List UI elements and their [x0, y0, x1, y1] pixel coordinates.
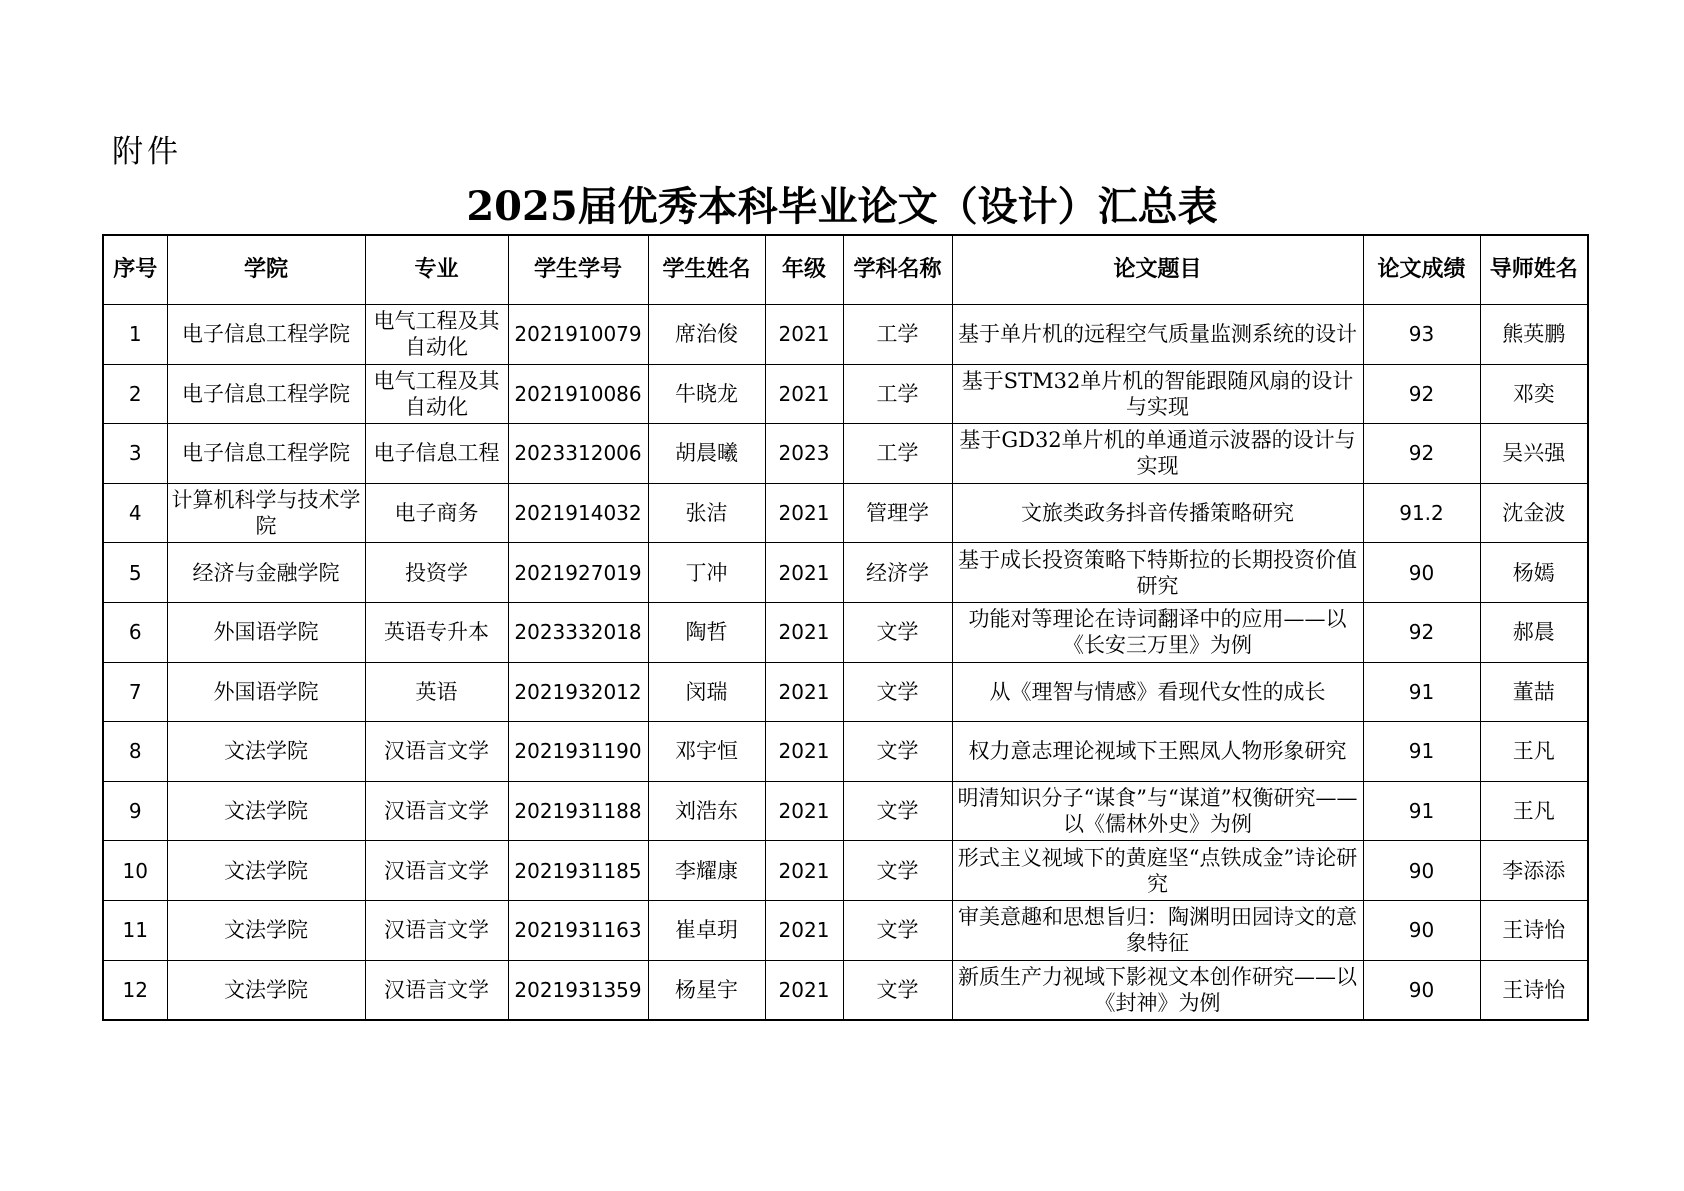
cell-student-id: 2021910086	[508, 364, 648, 424]
header-cell-grade: 年级	[765, 235, 843, 305]
cell-thesis-title: 基于单片机的远程空气质量监测系统的设计	[952, 305, 1363, 365]
cell-grade: 2021	[765, 662, 843, 722]
cell-grade: 2021	[765, 305, 843, 365]
cell-student-id: 2021914032	[508, 483, 648, 543]
cell-thesis-score: 92	[1363, 602, 1480, 662]
cell-student-name: 丁冲	[648, 543, 765, 603]
cell-student-name: 胡晨曦	[648, 424, 765, 484]
cell-discipline: 管理学	[843, 483, 952, 543]
cell-major: 投资学	[365, 543, 508, 603]
cell-grade: 2021	[765, 781, 843, 841]
cell-discipline: 工学	[843, 424, 952, 484]
header-cell-thesis-score: 论文成绩	[1363, 235, 1480, 305]
cell-major: 电子信息工程	[365, 424, 508, 484]
header-cell-no: 序号	[103, 235, 167, 305]
cell-thesis-score: 91.2	[1363, 483, 1480, 543]
cell-grade: 2021	[765, 602, 843, 662]
cell-thesis-title: 明清知识分子“谋食”与“谋道”权衡研究——以《儒林外史》为例	[952, 781, 1363, 841]
cell-college: 文法学院	[167, 841, 365, 901]
cell-major: 汉语言文学	[365, 781, 508, 841]
attachment-label: 附件	[112, 134, 182, 170]
header-cell-major: 专业	[365, 235, 508, 305]
cell-student-id: 2021931359	[508, 960, 648, 1020]
cell-student-name: 闵瑞	[648, 662, 765, 722]
cell-advisor: 郝晨	[1480, 602, 1588, 662]
cell-discipline: 文学	[843, 602, 952, 662]
cell-student-name: 杨星宇	[648, 960, 765, 1020]
cell-thesis-score: 90	[1363, 960, 1480, 1020]
header-cell-discipline: 学科名称	[843, 235, 952, 305]
table-row	[103, 364, 1588, 424]
cell-thesis-score: 93	[1363, 305, 1480, 365]
header-cell-thesis-title: 论文题目	[952, 235, 1363, 305]
cell-discipline: 文学	[843, 722, 952, 782]
cell-advisor: 王凡	[1480, 722, 1588, 782]
cell-thesis-title: 从《理智与情感》看现代女性的成长	[952, 662, 1363, 722]
cell-student-id: 2021931163	[508, 900, 648, 960]
header-cell-advisor: 导师姓名	[1480, 235, 1588, 305]
cell-thesis-title: 审美意趣和思想旨归：陶渊明田园诗文的意象特征	[952, 900, 1363, 960]
cell-discipline: 文学	[843, 960, 952, 1020]
table-row	[103, 900, 1588, 960]
cell-no: 1	[103, 305, 167, 365]
cell-advisor: 熊英鹏	[1480, 305, 1588, 365]
cell-major: 汉语言文学	[365, 960, 508, 1020]
cell-student-name: 陶哲	[648, 602, 765, 662]
cell-grade: 2021	[765, 543, 843, 603]
cell-thesis-title: 功能对等理论在诗词翻译中的应用——以《长安三万里》为例	[952, 602, 1363, 662]
header-cell-student-name: 学生姓名	[648, 235, 765, 305]
cell-student-id: 2021932012	[508, 662, 648, 722]
cell-student-id: 2021931188	[508, 781, 648, 841]
cell-discipline: 工学	[843, 364, 952, 424]
cell-thesis-score: 90	[1363, 543, 1480, 603]
cell-thesis-score: 92	[1363, 424, 1480, 484]
cell-thesis-title: 基于成长投资策略下特斯拉的长期投资价值研究	[952, 543, 1363, 603]
cell-student-name: 邓宇恒	[648, 722, 765, 782]
table-row	[103, 722, 1588, 782]
cell-advisor: 王凡	[1480, 781, 1588, 841]
cell-advisor: 邓奕	[1480, 364, 1588, 424]
cell-no: 10	[103, 841, 167, 901]
cell-college: 文法学院	[167, 781, 365, 841]
cell-thesis-title: 新质生产力视域下影视文本创作研究——以《封神》为例	[952, 960, 1363, 1020]
cell-no: 12	[103, 960, 167, 1020]
cell-college: 文法学院	[167, 722, 365, 782]
cell-college: 电子信息工程学院	[167, 305, 365, 365]
cell-college: 电子信息工程学院	[167, 364, 365, 424]
cell-thesis-title: 基于GD32单片机的单通道示波器的设计与实现	[952, 424, 1363, 484]
page-title: 2025届优秀本科毕业论文（设计）汇总表	[466, 183, 1218, 230]
cell-grade: 2021	[765, 900, 843, 960]
cell-advisor: 王诗怡	[1480, 960, 1588, 1020]
table-row	[103, 602, 1588, 662]
cell-no: 7	[103, 662, 167, 722]
cell-major: 英语	[365, 662, 508, 722]
header-cell-student-id: 学生学号	[508, 235, 648, 305]
cell-advisor: 杨嫣	[1480, 543, 1588, 603]
cell-student-id: 2021931190	[508, 722, 648, 782]
cell-student-id: 2021931185	[508, 841, 648, 901]
cell-no: 5	[103, 543, 167, 603]
cell-major: 汉语言文学	[365, 841, 508, 901]
cell-major: 汉语言文学	[365, 722, 508, 782]
table-row	[103, 424, 1588, 484]
cell-thesis-title: 基于STM32单片机的智能跟随风扇的设计与实现	[952, 364, 1363, 424]
cell-college: 文法学院	[167, 900, 365, 960]
cell-no: 11	[103, 900, 167, 960]
cell-thesis-score: 92	[1363, 364, 1480, 424]
cell-student-id: 2023332018	[508, 602, 648, 662]
header-cell-college: 学院	[167, 235, 365, 305]
cell-discipline: 文学	[843, 781, 952, 841]
cell-no: 3	[103, 424, 167, 484]
cell-grade: 2021	[765, 960, 843, 1020]
cell-discipline: 工学	[843, 305, 952, 365]
table-body	[103, 305, 1588, 1021]
cell-major: 电气工程及其自动化	[365, 364, 508, 424]
cell-major: 电子商务	[365, 483, 508, 543]
cell-thesis-score: 91	[1363, 722, 1480, 782]
cell-discipline: 文学	[843, 900, 952, 960]
cell-college: 文法学院	[167, 960, 365, 1020]
cell-no: 8	[103, 722, 167, 782]
cell-student-id: 2021910079	[508, 305, 648, 365]
cell-thesis-score: 90	[1363, 841, 1480, 901]
cell-thesis-title: 文旅类政务抖音传播策略研究	[952, 483, 1363, 543]
table-row	[103, 305, 1588, 365]
cell-student-name: 崔卓玥	[648, 900, 765, 960]
cell-college: 外国语学院	[167, 602, 365, 662]
cell-student-name: 李耀康	[648, 841, 765, 901]
cell-grade: 2023	[765, 424, 843, 484]
header-row	[103, 235, 1588, 305]
table-row	[103, 483, 1588, 543]
table-row	[103, 662, 1588, 722]
summary-table	[102, 234, 1589, 1021]
cell-student-name: 席治俊	[648, 305, 765, 365]
cell-thesis-title: 权力意志理论视域下王熙凤人物形象研究	[952, 722, 1363, 782]
cell-advisor: 沈金波	[1480, 483, 1588, 543]
cell-student-id: 2021927019	[508, 543, 648, 603]
cell-advisor: 王诗怡	[1480, 900, 1588, 960]
cell-thesis-title: 形式主义视域下的黄庭坚“点铁成金”诗论研究	[952, 841, 1363, 901]
cell-grade: 2021	[765, 483, 843, 543]
cell-college: 经济与金融学院	[167, 543, 365, 603]
cell-no: 9	[103, 781, 167, 841]
cell-grade: 2021	[765, 364, 843, 424]
cell-student-name: 牛晓龙	[648, 364, 765, 424]
cell-college: 计算机科学与技术学院	[167, 483, 365, 543]
cell-grade: 2021	[765, 841, 843, 901]
cell-student-name: 张洁	[648, 483, 765, 543]
cell-grade: 2021	[765, 722, 843, 782]
cell-thesis-score: 90	[1363, 900, 1480, 960]
cell-major: 英语专升本	[365, 602, 508, 662]
cell-major: 电气工程及其自动化	[365, 305, 508, 365]
cell-advisor: 吴兴强	[1480, 424, 1588, 484]
table-row	[103, 960, 1588, 1020]
cell-student-id: 2023312006	[508, 424, 648, 484]
cell-discipline: 文学	[843, 841, 952, 901]
table-row	[103, 543, 1588, 603]
cell-student-name: 刘浩东	[648, 781, 765, 841]
cell-advisor: 董喆	[1480, 662, 1588, 722]
table-row	[103, 841, 1588, 901]
cell-thesis-score: 91	[1363, 781, 1480, 841]
cell-thesis-score: 91	[1363, 662, 1480, 722]
cell-college: 电子信息工程学院	[167, 424, 365, 484]
cell-discipline: 经济学	[843, 543, 952, 603]
cell-discipline: 文学	[843, 662, 952, 722]
cell-no: 6	[103, 602, 167, 662]
cell-college: 外国语学院	[167, 662, 365, 722]
cell-major: 汉语言文学	[365, 900, 508, 960]
table-row	[103, 781, 1588, 841]
cell-no: 2	[103, 364, 167, 424]
cell-no: 4	[103, 483, 167, 543]
cell-advisor: 李添添	[1480, 841, 1588, 901]
